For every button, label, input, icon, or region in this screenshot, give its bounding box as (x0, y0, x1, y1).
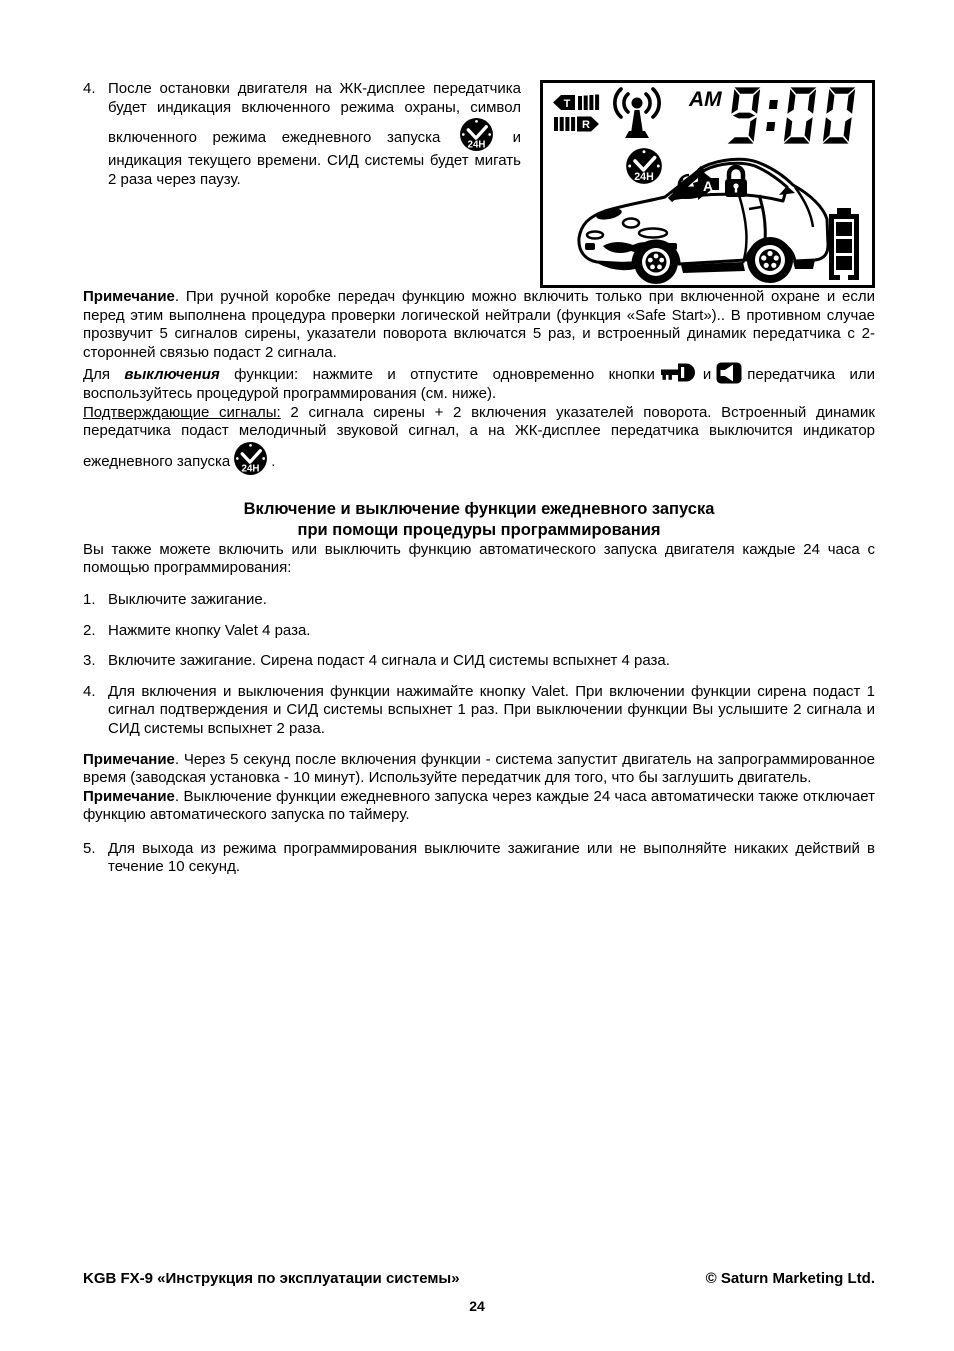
note-manual-transmission (83, 288, 875, 362)
footer-copyright: © Saturn Marketing Ltd. (705, 1270, 875, 1287)
lcd-display (540, 80, 875, 288)
step-text (108, 80, 521, 189)
step-text: Нажмите кнопку Valet 4 раза. (108, 621, 311, 639)
text-fragment: . (271, 452, 276, 470)
step-number: 1. (83, 590, 96, 608)
heading-line-1: Включение и выключение функции ежедневного запуска (243, 499, 715, 518)
list-item (83, 683, 875, 739)
list-item (83, 622, 875, 641)
note-text: . Через 5 секунд после включения функции - система запустит двигатель на запрограммированное время (заводская установка - 10 минут). Используйте передатчик для того, что бы заглушить двигатель. (83, 750, 875, 787)
step-number: 4. (83, 80, 96, 97)
step-4-paragraph (83, 80, 521, 189)
list-item (83, 652, 875, 671)
list-item (83, 591, 875, 610)
step-number: 3. (83, 652, 96, 670)
text-fragment: 2 сигнала сирены + 2 включения указателей поворота. Встроенный динамик передатчика подаст мелодичный звуковой сигнал, а на ЖК-дисплее передатчика выключится индикатор ежедневного запуска (83, 403, 875, 470)
24h-clock-icon (459, 117, 494, 152)
note-label: Примечание (83, 750, 175, 768)
top-row (83, 80, 875, 288)
note-timer (83, 788, 875, 825)
section-intro: Вы также можете включить или выключить функцию автоматического запуска двигателя каждые 24 часа с помощью программирования: (83, 540, 875, 577)
page-footer (83, 1270, 875, 1289)
list-item (83, 840, 875, 877)
turn-off-paragraph (83, 362, 875, 403)
text-fragment: функции: нажмите и отпустите одновременно кнопки (219, 366, 655, 384)
step-text: Для выхода из режима программирования выключите зажигание или не выполняйте никаких действий в течение 10 секунд. (108, 839, 875, 876)
note-text: . При ручной коробке передач функцию можно включить только при включенной охране и если перед этим выполнена процедура проверки логической нейтрали (функция «Safe Start»).. В противном случае прозвучит 5 сигналов сирены, указатели поворота включатся 5 раз, и встроенный динамик передатчика с 2-сторонней связью подаст 2 сигнала. (83, 288, 875, 361)
page-content (83, 80, 875, 889)
car-illustration (543, 83, 872, 285)
battery-icon (827, 208, 861, 282)
footer-manual-title: KGB FX-9 «Инструкция по эксплуатации системы» (83, 1270, 460, 1287)
lcd-ampm: AM (689, 88, 722, 111)
note-label: Примечание (83, 288, 175, 305)
24h-clock-icon (233, 441, 268, 476)
note-text: . Выключение функции ежедневного запуска через каждые 24 часа автоматически также отключает функцию автоматического запуска по таймеру. (83, 787, 875, 824)
text-fragment: и (702, 366, 712, 384)
heading-line-2: при помощи процедуры программирования (297, 520, 661, 539)
key-button-icon (660, 362, 698, 383)
lcd-illustration (540, 80, 875, 288)
siren-letter: A (702, 178, 714, 194)
speaker-button-icon (716, 362, 742, 384)
tx-label: T (563, 98, 571, 110)
confirmation-signals-paragraph (83, 404, 875, 476)
step-text: Выключите зажигание. (108, 590, 267, 608)
note-label: Примечание (83, 787, 175, 805)
underlined-lead: Подтверждающие сигналы: (83, 403, 281, 421)
text-fragment: передатчика или воспользуйтесь процедурой программирования (см. ниже). (83, 366, 876, 402)
note-5-seconds (83, 751, 875, 788)
step-text: Для включения и выключения функции нажимайте кнопку Valet. При включении функции сирена подаст 1 сигнал подтверждения и СИД системы вспыхнет 1 раз. При выключении функции Вы услышите 2 сигнала и СИД системы вспыхнет 2 раза. (108, 682, 875, 737)
emphasis-off: выключения (124, 366, 220, 384)
rx-label: R (582, 119, 590, 131)
step-number: 4. (83, 682, 96, 700)
step-number: 5. (83, 839, 96, 857)
section-heading (83, 499, 875, 541)
step-4-text-after: и индикация текущего времени. СИД системы будет мигать 2 раза через паузу. (108, 129, 521, 188)
step-text: Включите зажигание. Сирена подаст 4 сигнала и СИД системы вспыхнет 4 раза. (108, 652, 670, 670)
procedure-steps (83, 591, 875, 739)
step-number: 2. (83, 621, 96, 639)
step-4-text-before: После остановки двигателя на ЖК-дисплее передатчика будет индикация включенного режима охраны, символ включенного режима ежедневного запуска (108, 80, 521, 147)
page-number: 24 (469, 1298, 485, 1314)
text-fragment: Для (83, 366, 125, 384)
